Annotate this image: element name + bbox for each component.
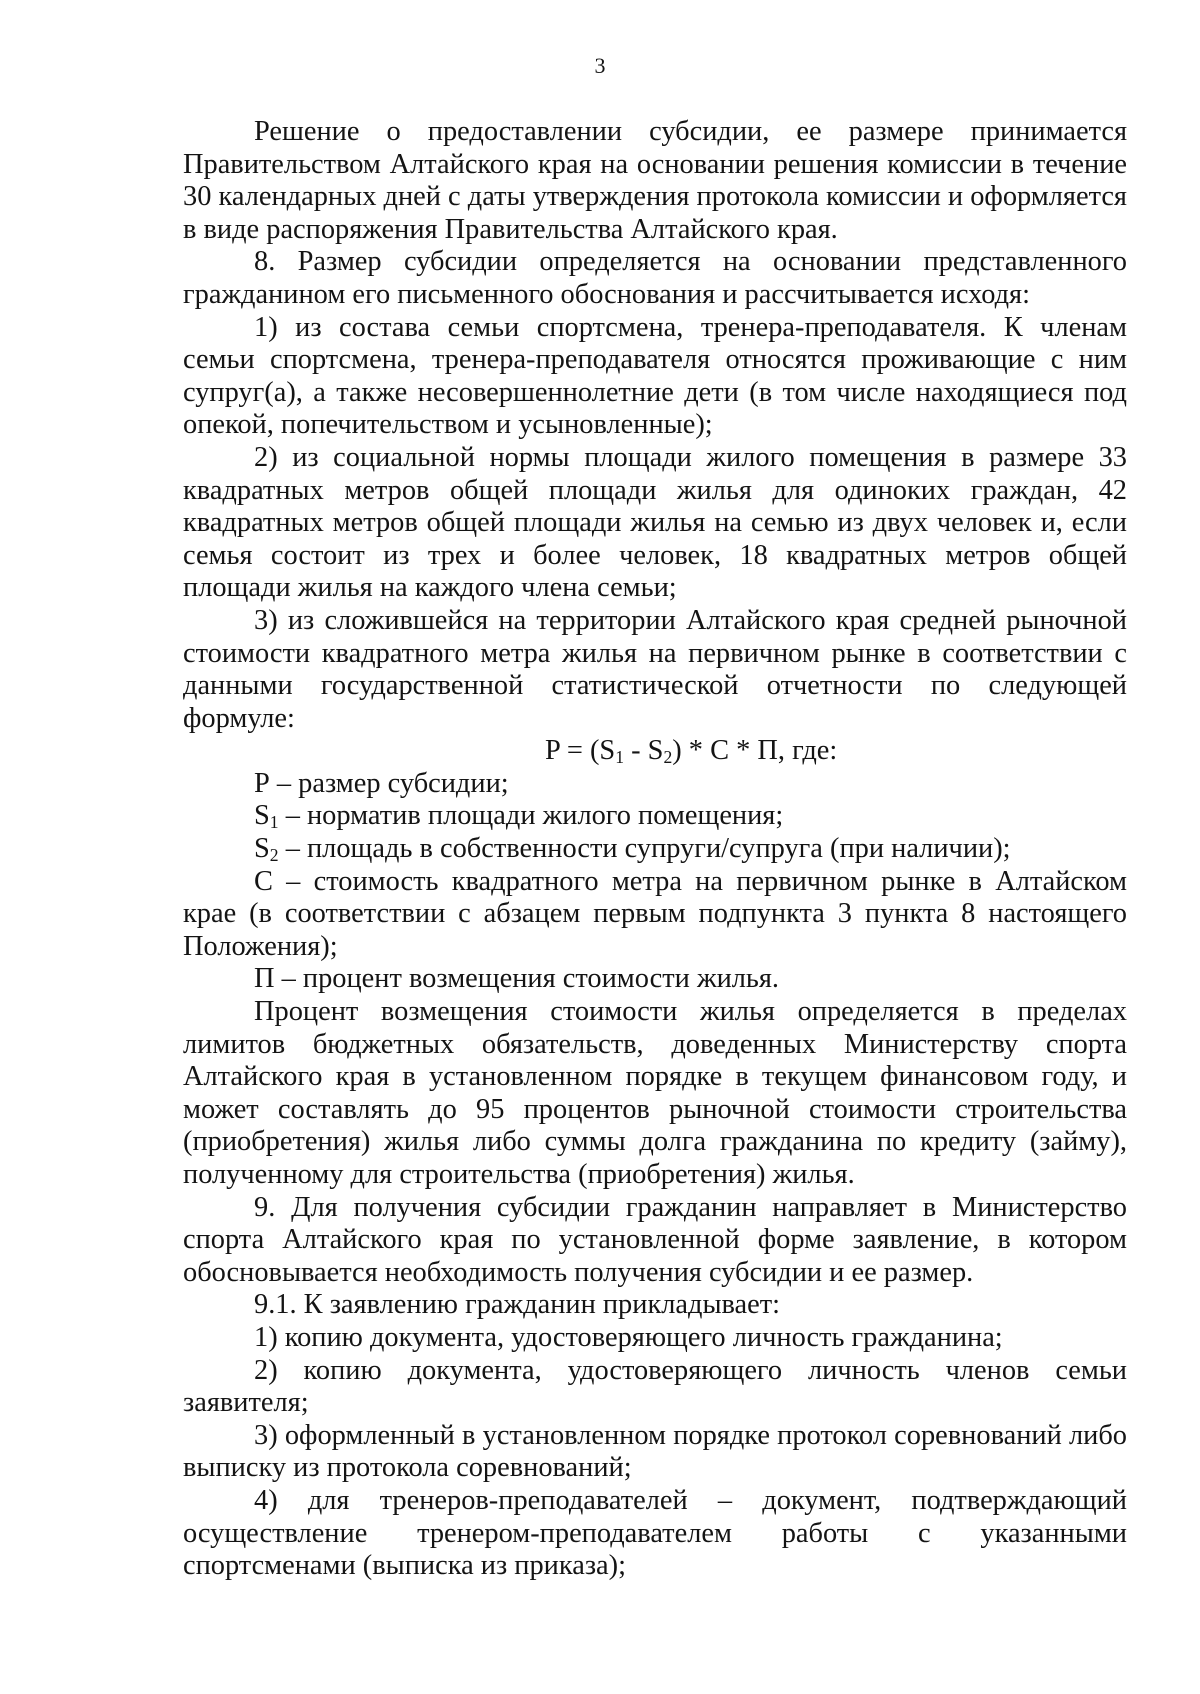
page-number: 3	[594, 53, 606, 78]
paragraph-item-9-1-2: 2) копию документа, удостоверяющего личность членов семьи заявителя;	[183, 1354, 1127, 1419]
paragraph-item-9-1-4: 4) для тренеров-преподавателей – документ, подтверждающий осуществление тренером-преподавателем работы с указанными спортсменами (выписка из приказа);	[183, 1484, 1127, 1582]
paragraph-item-9-1: 9.1. К заявлению гражданин прикладывает:	[254, 1289, 781, 1321]
definition-p: Р – размер субсидии;	[254, 767, 509, 799]
definition-s1	[183, 800, 1127, 833]
formula-mid: - S	[623, 735, 664, 767]
document-body	[183, 116, 1127, 1583]
definition-s1-sub: 1	[269, 812, 279, 833]
paragraph-item-9: 9. Для получения субсидии гражданин направляет в Министерство спорта Алтайского края по установленной форме заявление, в котором обосновывается необходимость получения субсидии и ее размер.	[183, 1191, 1127, 1288]
definition-s2-text: – площадь в собственности супруги/супруга (при наличии);	[278, 833, 1011, 865]
paragraph-percent: Процент возмещения стоимости жилья определяется в пределах лимитов бюджетных обязательств, доведенных Министерству спорта Алтайского края в установленном порядке в текущем финансовом году, и может составлять до 95 процентов рыночной стоимости строительства (приобретения) жилья либо суммы долга гражданина по кредиту (займу), полученному для строительства (приобретения) жилья.	[183, 996, 1127, 1190]
definition-s2-symbol: S	[254, 833, 270, 865]
definition-s1-symbol: S	[254, 800, 270, 832]
formula-prefix: P = (S	[545, 735, 616, 767]
paragraph-item-8-3: 3) из сложившейся на территории Алтайского края средней рыночной стоимости квадратного метра жилья на первичном рынке в соответствии с данными государственной статистической отчетности по следующей формуле:	[183, 604, 1127, 734]
paragraph-item-8-1: 1) из состава семьи спортсмена, тренера-преподавателя. К членам семьи спортсмена, тренера-преподавателя относятся проживающие с ним супруг(а), а также несовершеннолетние дети (в том числе находящиеся под опекой, попечительством и усыновленные);	[183, 311, 1127, 441]
formula-sub2: 2	[663, 747, 673, 768]
paragraph-decision: Решение о предоставлении субсидии, ее размере принимается Правительством Алтайского края на основании решения комиссии в течение 30 календарных дней с даты утверждения протокола комиссии и оформляется в виде распоряжения Правительства Алтайского края.	[183, 116, 1127, 245]
formula-sub1: 1	[615, 747, 624, 768]
formula	[183, 735, 1127, 768]
definition-pi: П – процент возмещения стоимости жилья.	[254, 963, 780, 995]
paragraph-item-8-2: 2) из социальной нормы площади жилого помещения в размере 33 квадратных метров общей площади жилья для одиноких граждан, 42 квадратных метров общей площади жилья на семью из двух человек и, если семья состоит из трех и более человек, 18 квадратных метров общей площади жилья на каждого члена семьи;	[183, 441, 1127, 604]
definition-s2	[183, 833, 1127, 866]
definition-s1-text: – норматив площади жилого помещения;	[278, 800, 784, 832]
definition-s2-sub: 2	[269, 844, 279, 865]
definition-c: С – стоимость квадратного метра на первичном рынке в Алтайском крае (в соответствии с абзацем первым подпункта 3 пункта 8 настоящего Положения);	[183, 865, 1127, 962]
paragraph-item-9-1-3: 3) оформленный в установленном порядке протокол соревнований либо выписку из протокола соревнований;	[183, 1419, 1127, 1484]
paragraph-item-8: 8. Размер субсидии определяется на основании представленного гражданином его письменного обоснования и рассчитывается исходя:	[183, 246, 1127, 310]
formula-suffix: ) * С * П, где:	[672, 735, 838, 767]
paragraph-item-9-1-1: 1) копию документа, удостоверяющего личность гражданина;	[254, 1321, 1003, 1353]
